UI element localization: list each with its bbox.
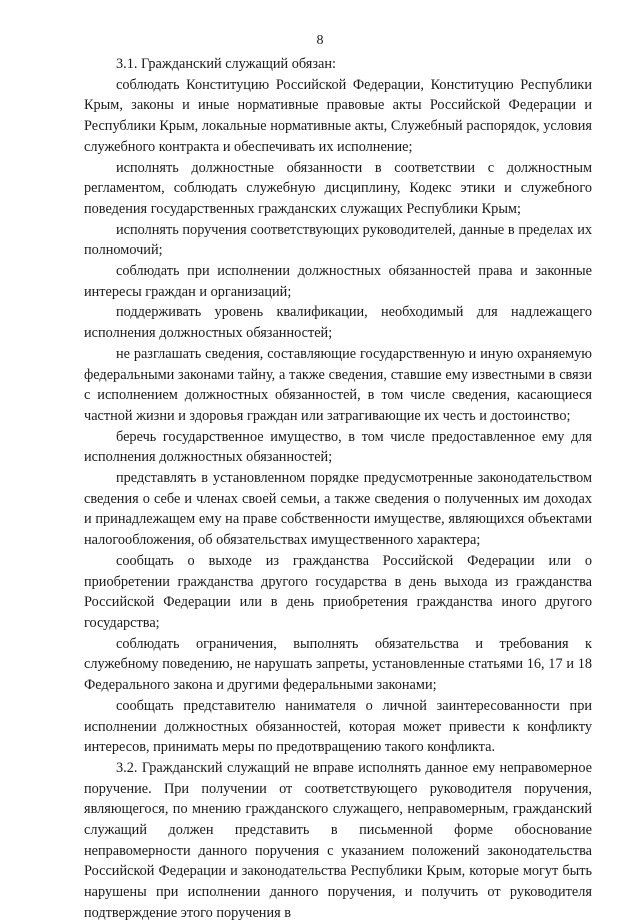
paragraph-constitution: соблюдать Конституцию Российской Федерации, Конституцию Республики Крым, законы и иные нормативные правовые акты Российской Федерации и Республики Крым, локальные нормативные акты, Служебный распорядок, условия служебного контракта и обеспечивать их исполнение; (84, 76, 592, 155)
paragraph-3-2: 3.2. Гражданский служащий не вправе исполнять данное ему неправомерное поручение. При получении от соответствующего руководителя поручения, являющегося, по мнению гражданского служащего, неправомерным, гражданский служащий должен представить в письменной форме обоснование неправомерности данного поручения с указанием положений законодательства Российской Федерации и законодательства Республики Крым, которые могут быть нарушены при исполнении данного поручения, и получить от руководителя подтверждение этого поручения в (84, 759, 592, 921)
document-body (84, 54, 592, 924)
paragraph-property: беречь государственное имущество, в том числе предоставленное ему для исполнения должностных обязанностей; (84, 428, 592, 466)
paragraph-3-1-heading: 3.1. Гражданский служащий обязан: (116, 56, 337, 72)
paragraph-restrictions: соблюдать ограничения, выполнять обязательства и требования к служебному поведению, не нарушать запреты, установленные статьями 16, 17 и 18 Федерального закона и другими федеральными законами; (84, 635, 592, 694)
paragraph-qualification: поддерживать уровень квалификации, необходимый для надлежащего исполнения должностных обязанностей; (84, 304, 592, 342)
paragraph-duties: исполнять должностные обязанности в соответствии с должностным регламентом, соблюдать служебную дисциплину, Кодекс этики и служебного поведения государственных гражданских служащих Республики Крым; (84, 159, 592, 217)
paragraph-rights: соблюдать при исполнении должностных обязанностей права и законные интересы граждан и организаций; (84, 263, 592, 300)
paragraph-secrecy: не разглашать сведения, составляющие государственную и иную охраняемую федеральными законами тайну, а также сведения, ставшие ему известными в связи с исполнением должностных обязанностей, в том числе сведения, касающиеся частной жизни и здоровья граждан или затрагивающие их честь и достоинство; (84, 345, 592, 424)
paragraph-income-reporting: представлять в установленном порядке предусмотренные законодательством сведения о себе и членах своей семьи, а также сведения о полученных им доходах и принадлежащем ему на праве собственности имуществе, являющихся объектами налогообложения, об обязательствах имущественного характера; (84, 470, 592, 549)
paragraph-citizenship: сообщать о выходе из гражданства Российской Федерации или о приобретении гражданства другого государства в день выхода из гражданства Российской Федерации или в день приобретения гражданства иного другого государства; (84, 552, 592, 631)
paragraph-conflict-of-interest: сообщать представителю нанимателя о личной заинтересованности при исполнении должностных обязанностей, которая может привести к конфликту интересов, принимать меры по предотвращению такого конфликта. (84, 697, 592, 756)
paragraph-orders: исполнять поручения соответствующих руководителей, данные в пределах их полномочий; (84, 221, 592, 259)
page-number: 8 (316, 33, 324, 48)
